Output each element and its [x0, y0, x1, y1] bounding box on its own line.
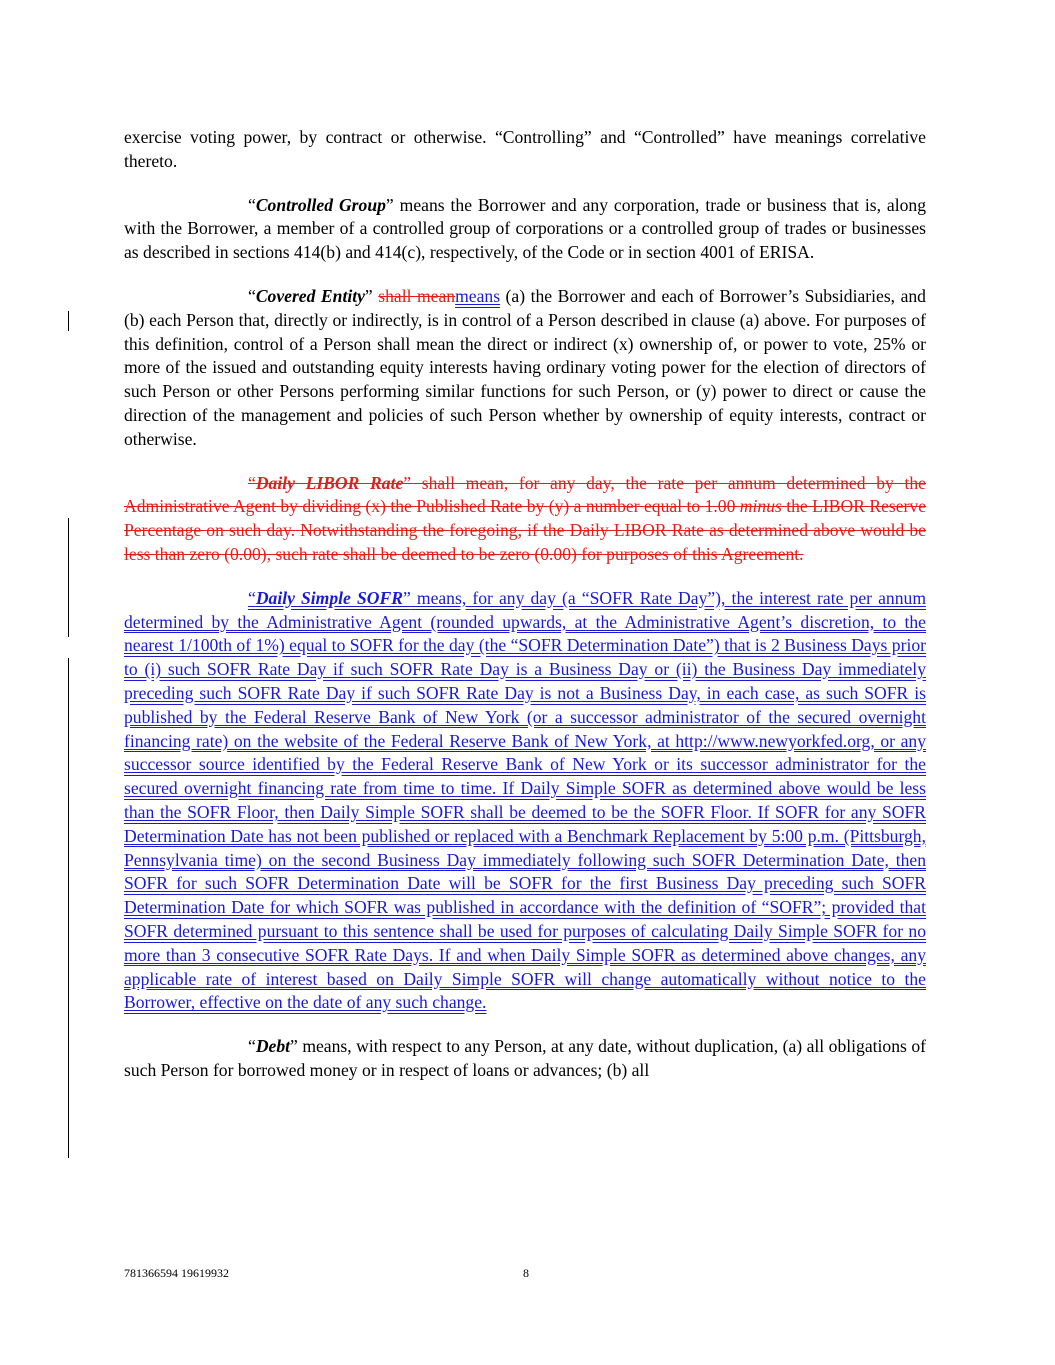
close-quote: ” [402, 587, 411, 608]
defined-term: Covered Entity [255, 285, 365, 306]
close-quote: ” [364, 285, 379, 306]
document-body [124, 126, 926, 1103]
change-bar-daily-simple-sofr [68, 658, 69, 1158]
change-bar-covered-entity [68, 311, 69, 331]
close-quote: ” [385, 194, 394, 215]
definition-text-part-a: shall mean, for any day, the rate per annum determined by the Administrative Agent by dividing (x) the Published Rate by (y) a number equal to 1.00 [124, 472, 926, 517]
footer-page-number: 8 [523, 1266, 529, 1280]
definition-covered-entity [124, 285, 926, 452]
open-quote: “ [248, 194, 256, 215]
definition-text: means the Borrower and any corporation, trade or business that is, along with the Borrower, a member of a controlled group of corporations or a controlled group of trades or businesses as described in sections 414(b) and 414(c), respectively, of the Code or in section 4001 of ERISA. [124, 194, 926, 263]
open-quote: “ [248, 587, 256, 608]
definition-daily-libor-rate-deleted [124, 472, 926, 567]
open-quote: “ [248, 472, 256, 493]
definition-debt [124, 1035, 926, 1083]
definition-controlled-group [124, 194, 926, 265]
deleted-text: shall mean [378, 285, 456, 306]
defined-term: Daily LIBOR Rate [255, 472, 404, 493]
footer-doc-id: 781366594 19619932 [124, 1266, 229, 1280]
close-quote: ” [290, 1036, 298, 1057]
definition-text: means, with respect to any Person, at any date, without duplication, (a) all obligations of such Person for borrowed money or in respect of loans or advances; (b) all [124, 1036, 926, 1080]
definition-text: (a) the Borrower and each of Borrower’s Subsidiaries, and (b) each Person that, directly or indirectly, is in control of a Person described in clause (a) above. For purposes of this definition, control of a Person shall mean the direct or indirect (x) ownership of, or power to vote, 25% or more of the issued and outstanding equity interests having ordinary voting power for the election of directors of such Person or other Persons performing similar functions for such Person, or (y) power to direct or cause the direction of the management and policies of such Person whether by ownership of equity interests, contract or otherwise. [124, 285, 926, 449]
minus-word: minus [739, 496, 782, 517]
open-quote: “ [248, 1036, 256, 1057]
paragraph-control-continuation [124, 126, 926, 174]
change-bar-daily-libor [68, 518, 69, 637]
paragraph-text: exercise voting power, by contract or otherwise. “Controlling” and “Controlled” have meanings correlative thereto. [124, 127, 926, 171]
defined-term: Controlled Group [255, 194, 386, 215]
definition-text: means, for any day (a “SOFR Rate Day”), the interest rate per annum determined by the Administrative Agent (rounded upwards, at the Administrative Agent’s discretion, to the nearest 1/100th of 1%) equal to SOFR for the day (the “SOFR Determination Date”) that is 2 Business Days prior to (i) such SOFR Rate Day if such SOFR Rate Day is a Business Day or (ii) the Business Day immediately preceding such SOFR Rate Day if such SOFR Rate Day is not a Business Day, in each case, as such SOFR is published by the Federal Reserve Bank of New York (or a successor administrator of the secured overnight financing rate) on the website of the Federal Reserve Bank of New York, at http://www.newyorkfed.org, or any successor source identified by the Federal Reserve Bank of New York or its successor administrator for the secured overnight financing rate from time to time. If Daily Simple SOFR as determined above would be less than the SOFR Floor, then Daily Simple SOFR shall be deemed to be the SOFR Floor. If SOFR for any SOFR Determination Date has not been published or replaced with a Benchmark Replacement by 5:00 p.m. (Pittsburgh, Pennsylvania time) on the second Business Day immediately following such SOFR Determination Date, then SOFR for such SOFR Determination Date will be SOFR for the first Business Day preceding such SOFR Determination Date for which SOFR was published in accordance with the definition of “SOFR”; provided that SOFR determined pursuant to this sentence shall be used for purposes of calculating Daily Simple SOFR for no more than 3 consecutive SOFR Rate Days. If and when Daily Simple SOFR as determined above changes, any applicable rate of interest based on Daily Simple SOFR will change automatically without notice to the Borrower, effective on the date of any such change. [124, 587, 926, 1013]
defined-term: Debt [255, 1036, 291, 1057]
definition-text-part-b: the LIBOR Reserve Percentage on such day. Notwithstanding the foregoing, if the Daily LIBOR Rate as determined above would be less than zero (0.00), such rate shall be deemed to be zero (0.00) for purposes of this Agreement. [124, 496, 926, 564]
inserted-text: means [455, 285, 501, 306]
definition-daily-simple-sofr-inserted [124, 587, 926, 1015]
defined-term: Daily Simple SOFR [255, 587, 403, 608]
open-quote: “ [248, 285, 256, 306]
close-quote: ” [403, 472, 412, 493]
